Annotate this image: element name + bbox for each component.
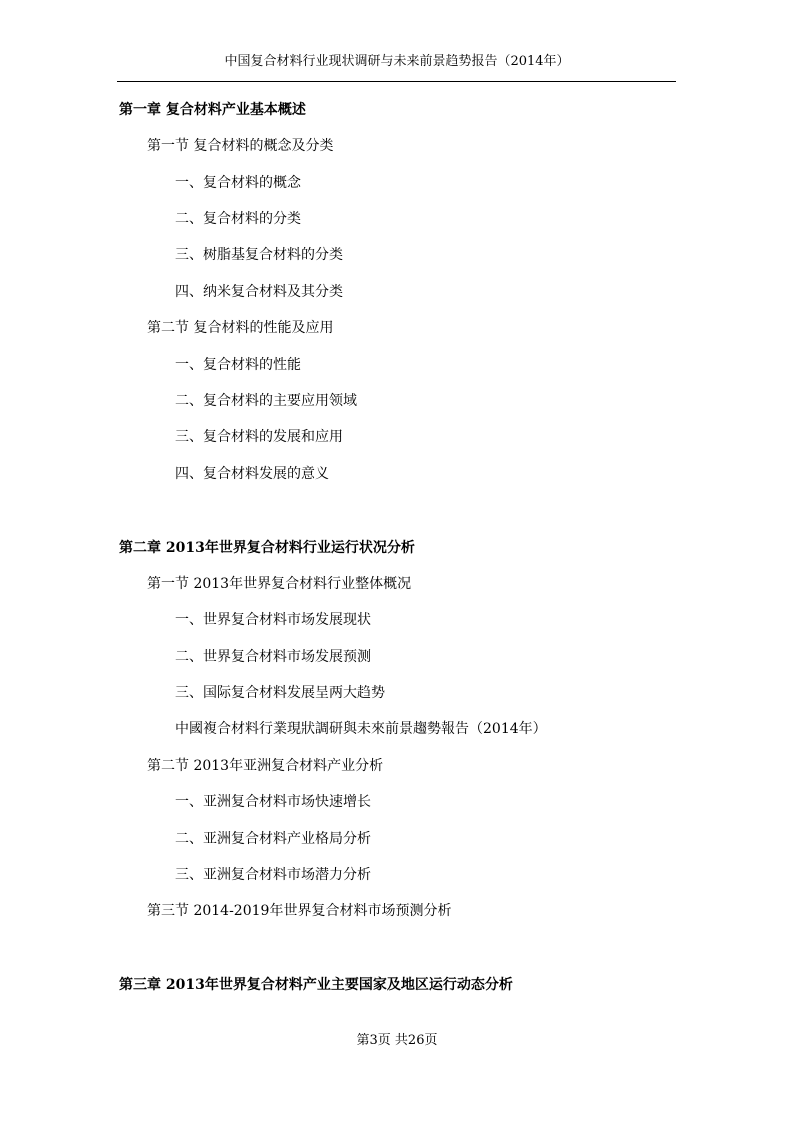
- chapter-1-section-2: 第二节 复合材料的性能及应用: [147, 320, 334, 336]
- toc-item: 四、纳米复合材料及其分类: [175, 284, 343, 300]
- toc-item: 二、复合材料的主要应用领域: [175, 393, 357, 409]
- chapter-3-title: 第三章 2013年世界复合材料产业主要国家及地区运行动态分析: [119, 977, 513, 993]
- toc-item: 一、复合材料的性能: [175, 357, 301, 373]
- traditional-title-note: 中國複合材料行業現狀調研與未來前景趨勢報告（2014年）: [175, 721, 547, 737]
- chapter-2-title: 第二章 2013年世界复合材料行业运行状况分析: [119, 540, 415, 556]
- chapter-1-title: 第一章 复合材料产业基本概述: [119, 102, 306, 118]
- toc-item: 二、亚洲复合材料产业格局分析: [175, 831, 371, 847]
- toc-item: 二、复合材料的分类: [175, 211, 301, 227]
- toc-item: 一、世界复合材料市场发展现状: [175, 612, 371, 628]
- toc-item: 一、复合材料的概念: [175, 175, 301, 191]
- toc-item: 三、复合材料的发展和应用: [175, 429, 343, 445]
- toc-item: 三、树脂基复合材料的分类: [175, 247, 343, 263]
- chapter-2-section-1: 第一节 2013年世界复合材料行业整体概况: [147, 576, 412, 592]
- toc-item: 三、亚洲复合材料市场潜力分析: [175, 867, 371, 883]
- chapter-2-section-2: 第二节 2013年亚洲复合材料产业分析: [147, 758, 384, 774]
- toc-item: 四、复合材料发展的意义: [175, 466, 329, 482]
- page-header: 中国复合材料行业现状调研与未来前景趋势报告（2014年）: [224, 54, 570, 69]
- chapter-2-section-3: 第三节 2014-2019年世界复合材料市场预测分析: [147, 903, 452, 919]
- chapter-1-section-1: 第一节 复合材料的概念及分类: [147, 138, 334, 154]
- page-footer: 第3页 共26页: [356, 1033, 438, 1048]
- toc-item: 二、世界复合材料市场发展预测: [175, 649, 371, 665]
- toc-item: 三、国际复合材料发展呈两大趋势: [175, 685, 385, 701]
- toc-item: 一、亚洲复合材料市场快速增长: [175, 794, 371, 810]
